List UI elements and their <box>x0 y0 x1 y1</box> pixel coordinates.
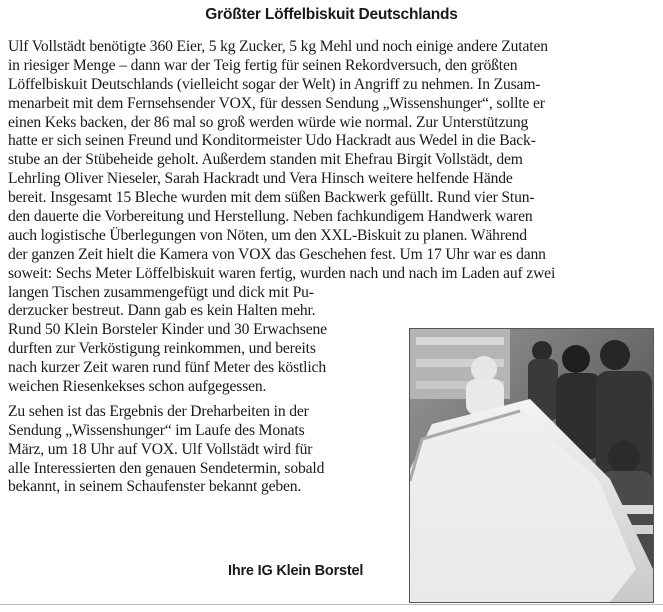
text-line: der ganzen Zeit hielt die Kamera von VOX das Geschehen fest. Um 17 Uhr war es dann <box>8 245 546 263</box>
text-line: Ulf Vollstädt benötigte 360 Eier, 5 kg Zucker, 5 kg Mehl und noch einige andere Zutaten <box>8 38 548 55</box>
text-line: langen Tischen zusammengefügt und dick mit Pu- <box>8 283 314 301</box>
giant-ladyfinger-photo <box>409 328 654 603</box>
text-line: hatte er sich seinen Freund und Konditormeister Udo Hackradt aus Wedel in die Back- <box>8 132 536 150</box>
text-line: den dauerte die Vorbereitung und Herstellung. Neben fachkundigem Handwerk waren <box>8 208 533 226</box>
photo-illustration <box>410 329 653 602</box>
article-headline: Größter Löffelbiskuit Deutschlands <box>205 6 458 23</box>
text-line: soweit: Sechs Meter Löffelbiskuit waren fertig, wurden nach und nach im Laden auf zwei <box>8 264 556 282</box>
text-line: Lehrling Oliver Nieseler, Sarah Hackradt und Vera Hinsch weitere helfende Hände <box>8 170 513 188</box>
shelf-board <box>416 337 504 345</box>
text-line: einen Keks backen, der 86 mal so groß werden würde wie normal. Zur Unterstützung <box>8 113 529 131</box>
text-line: auch logistische Überlegungen von Nöten, um den XXL-Biskuit zu planen. Während <box>8 226 527 244</box>
text-line: derzucker bestreut. Dann gab es kein Halten mehr. <box>8 302 316 320</box>
text-line: Rund 50 Klein Borsteler Kinder und 30 Erwachsene <box>8 321 327 339</box>
child-head <box>532 341 552 361</box>
text-line: weichen Riesenkekses schon aufgegessen. <box>8 378 267 396</box>
text-line: Zu sehen ist das Ergebnis der Dreharbeiten in der <box>8 402 309 420</box>
text-line: in riesiger Menge – dann war der Teig fertig für seinen Rekordversuch, den größten <box>8 56 518 74</box>
child-head <box>608 441 640 473</box>
text-line: März, um 18 Uhr auf VOX. Ulf Vollstädt wird für <box>8 440 313 458</box>
text-line: nach kurzer Zeit waren rund fünf Meter des köstlich <box>8 359 326 377</box>
text-line: stube an der Stübeheide geholt. Außerdem standen mit Ehefrau Birgit Vollstädt, dem <box>8 151 523 169</box>
child-head <box>562 345 590 373</box>
bottom-divider <box>0 604 663 605</box>
baker-head <box>471 356 497 382</box>
text-line: alle Interessierten den genauen Sendetermin, sobald <box>8 459 325 477</box>
text-line: menarbeit mit dem Fernsehsender VOX, für dessen Sendung „Wissenshunger“, sollte er <box>8 94 545 112</box>
text-line: Löffelbiskuit Deutschlands (vielleicht sogar der Welt) in Angriff zu nehmen. In Zusam- <box>8 75 541 93</box>
child-head <box>600 340 630 370</box>
text-line: durften zur Verköstigung reinkommen, und bereits <box>8 340 316 358</box>
text-line: bereit. Insgesamt 15 Bleche wurden mit dem süßen Backwerk gefüllt. Rund vier Stun- <box>8 189 535 207</box>
article-signature: Ihre IG Klein Borstel <box>228 563 364 579</box>
text-line: bekannt, in seinem Schaufenster bekannt geben. <box>8 478 302 496</box>
text-line: Sendung „Wissenshunger“ im Laufe des Monats <box>8 421 305 439</box>
